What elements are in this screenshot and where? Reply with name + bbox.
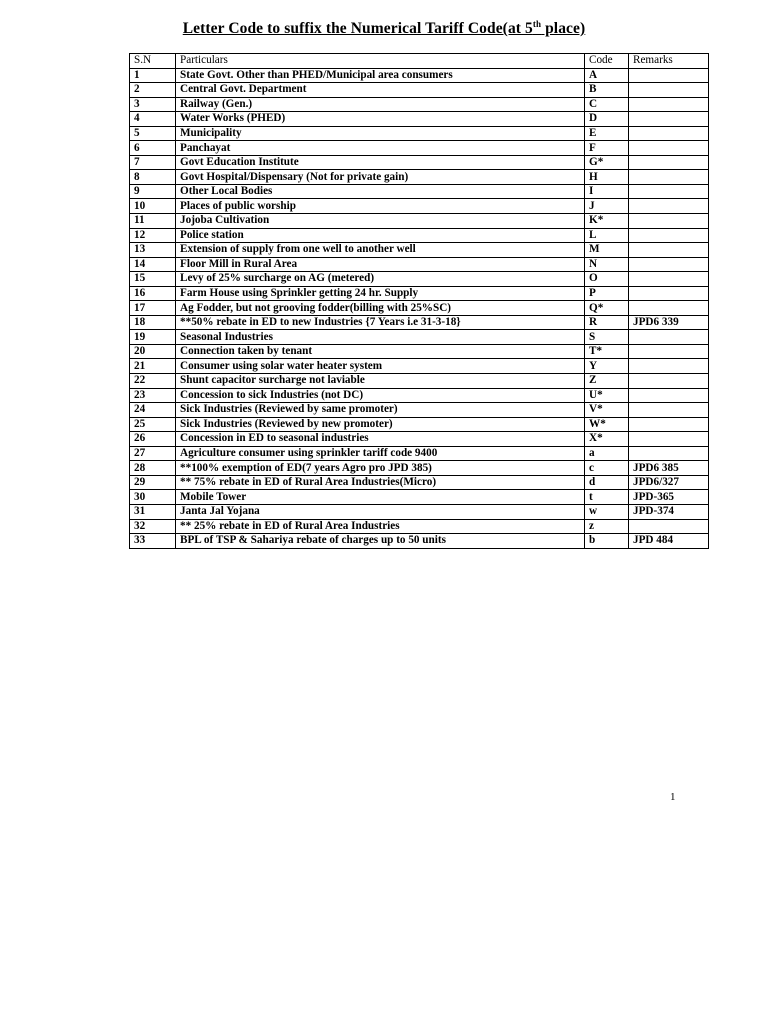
cell-sn: 19 — [130, 330, 176, 345]
table-row — [130, 403, 709, 418]
table-row — [130, 519, 709, 534]
cell-sn: 20 — [130, 344, 176, 359]
cell-sn: 13 — [130, 243, 176, 258]
cell-remarks: JPD-374 — [629, 504, 709, 519]
cell-sn: 28 — [130, 461, 176, 476]
cell-sn: 16 — [130, 286, 176, 301]
cell-remarks — [629, 83, 709, 98]
table-row — [130, 475, 709, 490]
cell-sn: 8 — [130, 170, 176, 185]
header-particulars: Particulars — [176, 54, 585, 69]
page-number: 1 — [670, 791, 676, 803]
cell-code: B — [585, 83, 629, 98]
cell-particulars: Govt Hospital/Dispensary (Not for private gain) — [176, 170, 585, 185]
table-row — [130, 490, 709, 505]
table-row — [130, 257, 709, 272]
cell-particulars: Farm House using Sprinkler getting 24 hr. Supply — [176, 286, 585, 301]
cell-particulars: Central Govt. Department — [176, 83, 585, 98]
cell-remarks — [629, 344, 709, 359]
cell-sn: 32 — [130, 519, 176, 534]
cell-sn: 15 — [130, 272, 176, 287]
cell-code: T* — [585, 344, 629, 359]
table-row — [130, 534, 709, 549]
cell-particulars: Water Works (PHED) — [176, 112, 585, 127]
table-row — [130, 446, 709, 461]
cell-sn: 3 — [130, 97, 176, 112]
table-row — [130, 228, 709, 243]
table-header-row — [130, 54, 709, 69]
cell-sn: 12 — [130, 228, 176, 243]
cell-remarks — [629, 272, 709, 287]
cell-particulars: Jojoba Cultivation — [176, 214, 585, 229]
cell-code: b — [585, 534, 629, 549]
title-superscript: th — [532, 19, 542, 29]
cell-remarks — [629, 214, 709, 229]
cell-code: F — [585, 141, 629, 156]
cell-code: H — [585, 170, 629, 185]
cell-sn: 22 — [130, 374, 176, 389]
cell-particulars: Concession in ED to seasonal industries — [176, 432, 585, 447]
cell-sn: 17 — [130, 301, 176, 316]
cell-remarks — [629, 199, 709, 214]
cell-particulars: Extension of supply from one well to another well — [176, 243, 585, 258]
cell-particulars: Municipality — [176, 126, 585, 141]
cell-sn: 23 — [130, 388, 176, 403]
cell-remarks — [629, 68, 709, 83]
title-end: place) — [541, 20, 586, 37]
table-row — [130, 359, 709, 374]
cell-remarks — [629, 432, 709, 447]
cell-sn: 30 — [130, 490, 176, 505]
cell-remarks: JPD6 339 — [629, 315, 709, 330]
cell-code: R — [585, 315, 629, 330]
cell-particulars: Sick Industries (Reviewed by new promoter) — [176, 417, 585, 432]
cell-particulars: Janta Jal Yojana — [176, 504, 585, 519]
cell-code: z — [585, 519, 629, 534]
cell-code: a — [585, 446, 629, 461]
cell-particulars: ** 75% rebate in ED of Rural Area Industries(Micro) — [176, 475, 585, 490]
cell-sn: 27 — [130, 446, 176, 461]
cell-particulars: Floor Mill in Rural Area — [176, 257, 585, 272]
cell-particulars: Sick Industries (Reviewed by same promoter) — [176, 403, 585, 418]
cell-remarks: JPD6 385 — [629, 461, 709, 476]
table-row — [130, 170, 709, 185]
cell-particulars: Connection taken by tenant — [176, 344, 585, 359]
table-row — [130, 461, 709, 476]
table-row — [130, 97, 709, 112]
table-row — [130, 330, 709, 345]
table-row — [130, 432, 709, 447]
cell-remarks — [629, 359, 709, 374]
cell-sn: 2 — [130, 83, 176, 98]
cell-remarks — [629, 286, 709, 301]
cell-sn: 6 — [130, 141, 176, 156]
cell-remarks — [629, 330, 709, 345]
table-row — [130, 243, 709, 258]
table-row — [130, 504, 709, 519]
cell-code: d — [585, 475, 629, 490]
cell-remarks — [629, 301, 709, 316]
table-row — [130, 344, 709, 359]
cell-sn: 33 — [130, 534, 176, 549]
cell-remarks — [629, 374, 709, 389]
cell-particulars: Shunt capacitor surcharge not laviable — [176, 374, 585, 389]
cell-particulars: Mobile Tower — [176, 490, 585, 505]
cell-particulars: Levy of 25% surcharge on AG (metered) — [176, 272, 585, 287]
cell-remarks — [629, 519, 709, 534]
table-body — [130, 68, 709, 548]
cell-remarks: JPD6/327 — [629, 475, 709, 490]
cell-remarks: JPD 484 — [629, 534, 709, 549]
cell-code: N — [585, 257, 629, 272]
cell-particulars: Ag Fodder, but not grooving fodder(billing with 25%SC) — [176, 301, 585, 316]
cell-code: D — [585, 112, 629, 127]
cell-remarks — [629, 155, 709, 170]
cell-sn: 26 — [130, 432, 176, 447]
cell-remarks — [629, 141, 709, 156]
cell-code: L — [585, 228, 629, 243]
cell-sn: 10 — [130, 199, 176, 214]
cell-code: S — [585, 330, 629, 345]
cell-code: w — [585, 504, 629, 519]
cell-particulars: Govt Education Institute — [176, 155, 585, 170]
table-row — [130, 184, 709, 199]
cell-code: M — [585, 243, 629, 258]
cell-code: X* — [585, 432, 629, 447]
table-row — [130, 315, 709, 330]
cell-code: I — [585, 184, 629, 199]
table-row — [130, 155, 709, 170]
cell-remarks — [629, 97, 709, 112]
cell-code: O — [585, 272, 629, 287]
cell-particulars: Seasonal Industries — [176, 330, 585, 345]
table-row — [130, 112, 709, 127]
table-row — [130, 388, 709, 403]
cell-sn: 25 — [130, 417, 176, 432]
cell-code: t — [585, 490, 629, 505]
cell-particulars: **50% rebate in ED to new Industries {7 Years i.e 31-3-18} — [176, 315, 585, 330]
cell-remarks — [629, 403, 709, 418]
table-row — [130, 68, 709, 83]
table-row — [130, 199, 709, 214]
cell-code: P — [585, 286, 629, 301]
cell-code: K* — [585, 214, 629, 229]
cell-sn: 18 — [130, 315, 176, 330]
cell-particulars: Consumer using solar water heater system — [176, 359, 585, 374]
cell-particulars: Places of public worship — [176, 199, 585, 214]
cell-code: Q* — [585, 301, 629, 316]
cell-particulars: Other Local Bodies — [176, 184, 585, 199]
tariff-code-table — [129, 53, 709, 549]
cell-remarks — [629, 112, 709, 127]
cell-sn: 11 — [130, 214, 176, 229]
table-row — [130, 126, 709, 141]
table-row — [130, 83, 709, 98]
cell-particulars: Police station — [176, 228, 585, 243]
cell-sn: 5 — [130, 126, 176, 141]
cell-sn: 31 — [130, 504, 176, 519]
cell-remarks — [629, 257, 709, 272]
cell-code: C — [585, 97, 629, 112]
cell-sn: 4 — [130, 112, 176, 127]
cell-remarks — [629, 446, 709, 461]
cell-remarks — [629, 126, 709, 141]
cell-particulars: Agriculture consumer using sprinkler tariff code 9400 — [176, 446, 585, 461]
header-code: Code — [585, 54, 629, 69]
cell-sn: 1 — [130, 68, 176, 83]
cell-code: c — [585, 461, 629, 476]
cell-sn: 7 — [130, 155, 176, 170]
cell-sn: 29 — [130, 475, 176, 490]
cell-particulars: State Govt. Other than PHED/Municipal area consumers — [176, 68, 585, 83]
header-remarks: Remarks — [629, 54, 709, 69]
cell-remarks — [629, 170, 709, 185]
cell-code: Z — [585, 374, 629, 389]
cell-remarks — [629, 388, 709, 403]
cell-sn: 21 — [130, 359, 176, 374]
header-sn: S.N — [130, 54, 176, 69]
cell-code: W* — [585, 417, 629, 432]
cell-code: U* — [585, 388, 629, 403]
cell-particulars: ** 25% rebate in ED of Rural Area Industries — [176, 519, 585, 534]
table-row — [130, 214, 709, 229]
cell-code: A — [585, 68, 629, 83]
cell-sn: 14 — [130, 257, 176, 272]
cell-particulars: Railway (Gen.) — [176, 97, 585, 112]
table-row — [130, 272, 709, 287]
cell-particulars: Concession to sick Industries (not DC) — [176, 388, 585, 403]
table-row — [130, 301, 709, 316]
document-title — [0, 20, 768, 38]
cell-remarks — [629, 184, 709, 199]
cell-remarks — [629, 243, 709, 258]
table-row — [130, 286, 709, 301]
cell-code: Y — [585, 359, 629, 374]
title-main: Letter Code to suffix the Numerical Tariff Code(at 5 — [182, 20, 533, 37]
cell-particulars: **100% exemption of ED(7 years Agro pro JPD 385) — [176, 461, 585, 476]
table-row — [130, 374, 709, 389]
cell-particulars: Panchayat — [176, 141, 585, 156]
cell-remarks — [629, 417, 709, 432]
cell-code: V* — [585, 403, 629, 418]
table-row — [130, 141, 709, 156]
cell-particulars: BPL of TSP & Sahariya rebate of charges up to 50 units — [176, 534, 585, 549]
cell-code: E — [585, 126, 629, 141]
cell-remarks: JPD-365 — [629, 490, 709, 505]
cell-code: G* — [585, 155, 629, 170]
cell-sn: 9 — [130, 184, 176, 199]
cell-code: J — [585, 199, 629, 214]
cell-sn: 24 — [130, 403, 176, 418]
cell-remarks — [629, 228, 709, 243]
table-row — [130, 417, 709, 432]
